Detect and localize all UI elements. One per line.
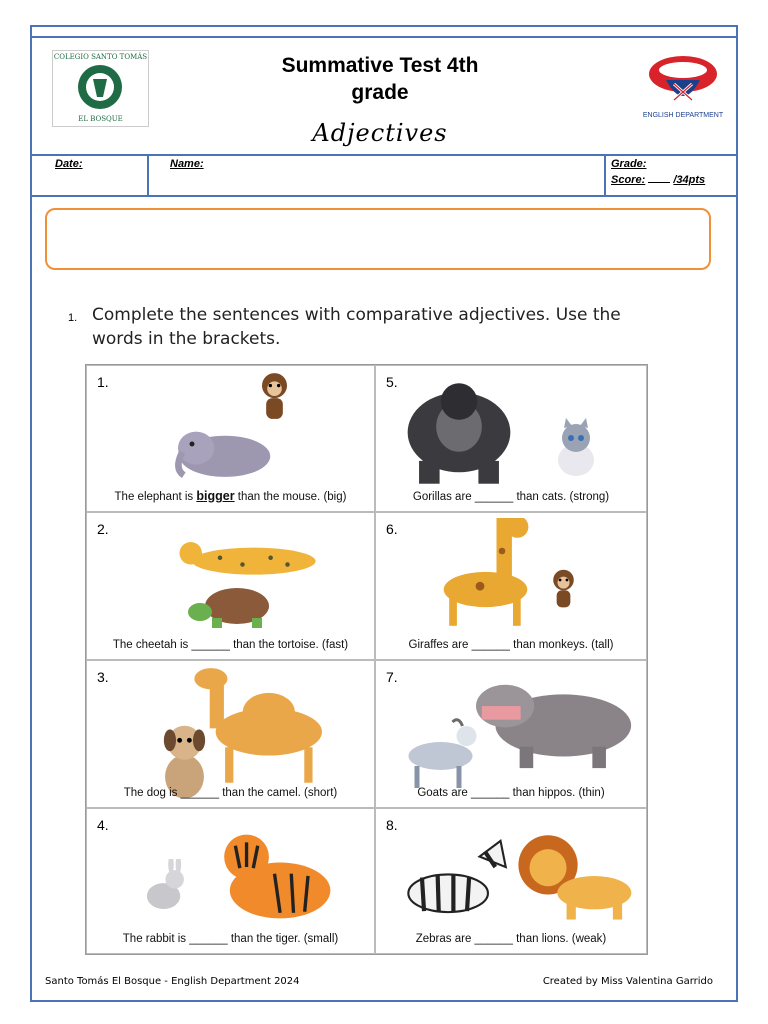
sentence-end: than the mouse. (big) [234, 491, 347, 503]
school-logo-bottom-text: EL BOSQUE [78, 115, 123, 123]
sentence-start: Zebras are [415, 933, 475, 945]
zebra-icon [401, 824, 511, 934]
exercise-instruction: Complete the sentences with comparative adjectives. Use the words in the brackets. [92, 305, 621, 349]
sentence-end: than hippos. (thin) [509, 787, 605, 799]
goat-icon [398, 716, 483, 796]
exercise-item [86, 365, 375, 512]
item-number: 5. [386, 374, 398, 390]
sentence-start: The elephant is [114, 491, 197, 503]
footer-right: Created by Miss Valentina Garrido [542, 976, 713, 987]
item-number: 1. [97, 374, 109, 390]
camel-icon [192, 666, 322, 791]
sentence-end: than the tortoise. (fast) [229, 639, 349, 651]
sentence-start: Gorillas are [412, 491, 475, 503]
item-sentence [376, 933, 646, 945]
gorilla-icon [394, 381, 524, 491]
exercise-item [375, 512, 647, 660]
score-label: Score: [611, 174, 646, 186]
cat-icon [546, 418, 606, 483]
department-logo-text: ENGLISH DEPARTMENT [642, 112, 724, 119]
footer-left: Santo Tomás El Bosque - English Department 2024 [45, 976, 300, 987]
header-rule-1 [32, 154, 736, 156]
answer-blank[interactable]: ______ [474, 933, 513, 945]
sentence-end: than the camel. (short) [219, 787, 338, 799]
tiger-icon [207, 829, 342, 929]
answer-blank[interactable]: bigger [196, 489, 235, 503]
feedback-box [45, 208, 711, 270]
sentence-start: The rabbit is [122, 933, 190, 945]
answer-blank[interactable]: ______ [471, 787, 510, 799]
item-number: 7. [386, 669, 398, 685]
answer-blank[interactable]: ______ [471, 639, 510, 651]
rabbit-icon [137, 859, 192, 914]
answer-blank[interactable]: ______ [191, 639, 230, 651]
item-number: 3. [97, 669, 109, 685]
score-total: /34pts [673, 174, 706, 186]
exercise-item [86, 808, 375, 954]
tongue-flag-icon [638, 50, 728, 112]
grade-label: Grade: [611, 158, 647, 170]
exercise-grid [85, 364, 648, 955]
item-sentence [376, 491, 646, 503]
sentence-start: The dog is [123, 787, 181, 799]
sentence-end: than cats. (strong) [513, 491, 610, 503]
date-label: Date: [55, 158, 83, 170]
item-sentence [87, 787, 374, 799]
school-logo [52, 50, 149, 127]
item-sentence [87, 489, 374, 503]
item-number: 4. [97, 817, 109, 833]
name-label: Name: [170, 158, 204, 170]
item-sentence [87, 933, 374, 945]
school-logo-top-text: COLEGIO SANTO TOMÁS [53, 53, 148, 61]
item-number: 6. [386, 521, 398, 537]
exercise-item [375, 660, 647, 808]
exercise-number: 1. [68, 312, 78, 324]
sentence-end: than the tiger. (small) [227, 933, 339, 945]
monkey-icon [247, 371, 302, 426]
hippo-icon [476, 676, 636, 776]
sentence-end: than lions. (weak) [512, 933, 607, 945]
item-sentence [376, 639, 646, 651]
field-divider [604, 155, 606, 195]
answer-blank[interactable]: ______ [180, 787, 220, 799]
exercise-item [86, 512, 375, 660]
page-subtitle: Adjectives [312, 119, 448, 147]
department-logo [638, 50, 728, 134]
tortoise-icon [182, 581, 272, 638]
title-line-2: grade [351, 81, 409, 104]
score-field [611, 174, 705, 186]
title-line-1: Summative Test 4th [281, 54, 479, 77]
item-sentence [376, 787, 646, 799]
page-title [220, 52, 540, 106]
item-number: 8. [386, 817, 398, 833]
exercise-item [86, 660, 375, 808]
item-sentence [87, 639, 374, 651]
lion-icon [511, 829, 636, 929]
header-top-rule [32, 36, 736, 38]
exercise-item [375, 365, 647, 512]
exercise-item [375, 808, 647, 954]
giraffe-icon [431, 518, 551, 633]
monkey-icon [536, 568, 591, 633]
sentence-start: The cheetah is [112, 639, 192, 651]
sentence-start: Goats are [417, 787, 472, 799]
cheetah-icon [157, 533, 337, 583]
answer-blank[interactable]: ______ [474, 491, 514, 503]
sentence-end: than monkeys. (tall) [509, 639, 614, 651]
sentence-start: Giraffes are [408, 639, 472, 651]
answer-blank[interactable]: ______ [189, 933, 228, 945]
header-rule-2 [32, 195, 736, 197]
field-divider [147, 155, 149, 195]
item-number: 2. [97, 521, 109, 537]
